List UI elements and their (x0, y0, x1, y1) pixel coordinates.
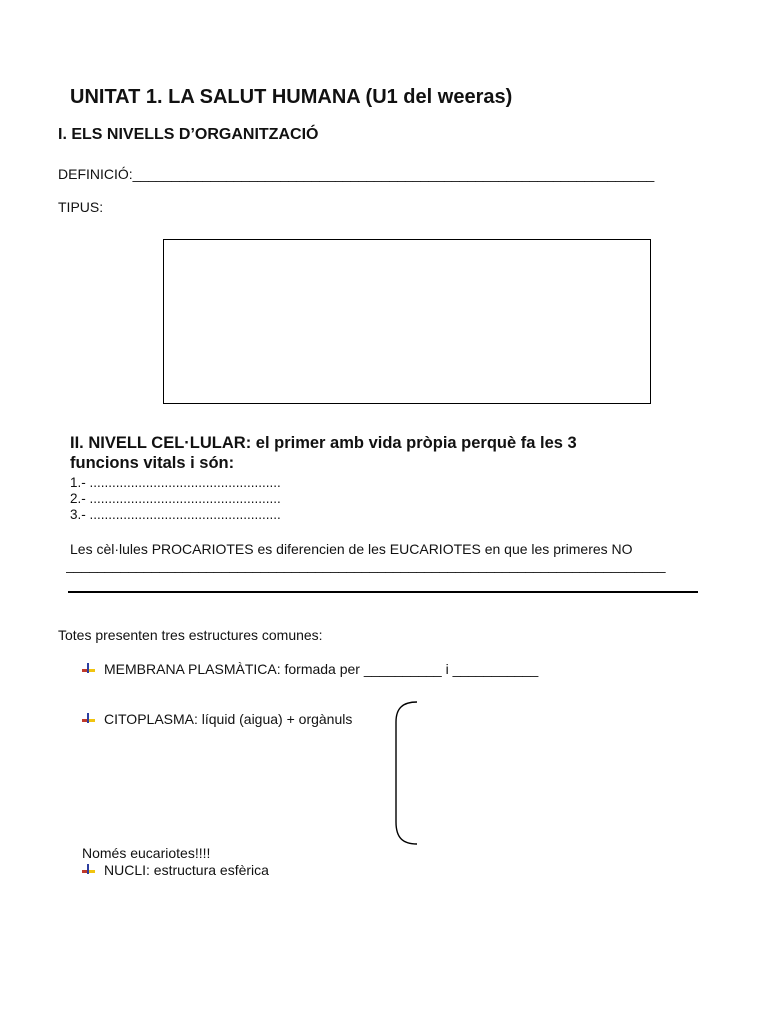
arrow-bullet-icon (82, 661, 96, 675)
definicio-line: DEFINICIÓ:___________________________________________________________________ (58, 166, 655, 182)
list-item-1: 1.- ................................................... (70, 475, 281, 490)
left-brace-icon (393, 700, 423, 846)
arrow-bullet-icon (82, 711, 96, 725)
section-2-heading-line-1: II. NIVELL CEL·LULAR: el primer amb vida pròpia perquè fa les 3 (70, 434, 577, 452)
membrana-text: MEMBRANA PLASMÀTICA: formada per __________ i ___________ (104, 661, 539, 677)
tipus-label: TIPUS: (58, 199, 104, 215)
section-2-heading-line-2: funcions vitals i són: (70, 454, 235, 472)
tipus-answer-box (163, 239, 651, 404)
list-item-3: 3.- ................................................... (70, 507, 281, 522)
structures-intro: Totes presenten tres estructures comunes: (58, 627, 323, 643)
citoplasma-text: CITOPLASMA: líquid (aigua) + orgànuls (104, 711, 353, 727)
procariotes-answer-line: _____________________________________________________________________________ (66, 557, 666, 573)
section-1-heading: I. ELS NIVELLS D’ORGANITZACIÓ (58, 126, 319, 143)
nomes-eucariotes-text: Només eucariotes!!!! (82, 845, 211, 861)
list-item-2: 2.- ................................................... (70, 491, 281, 506)
arrow-bullet-icon (82, 862, 96, 876)
nucli-text: NUCLI: estructura esfèrica (104, 862, 269, 878)
page-title: UNITAT 1. LA SALUT HUMANA (U1 del weeras) (70, 86, 513, 108)
section-divider (68, 591, 698, 593)
section-2-heading (70, 433, 577, 473)
procariotes-text: Les cèl·lules PROCARIOTES es diferencien de les EUCARIOTES en que les primeres NO (70, 541, 633, 557)
